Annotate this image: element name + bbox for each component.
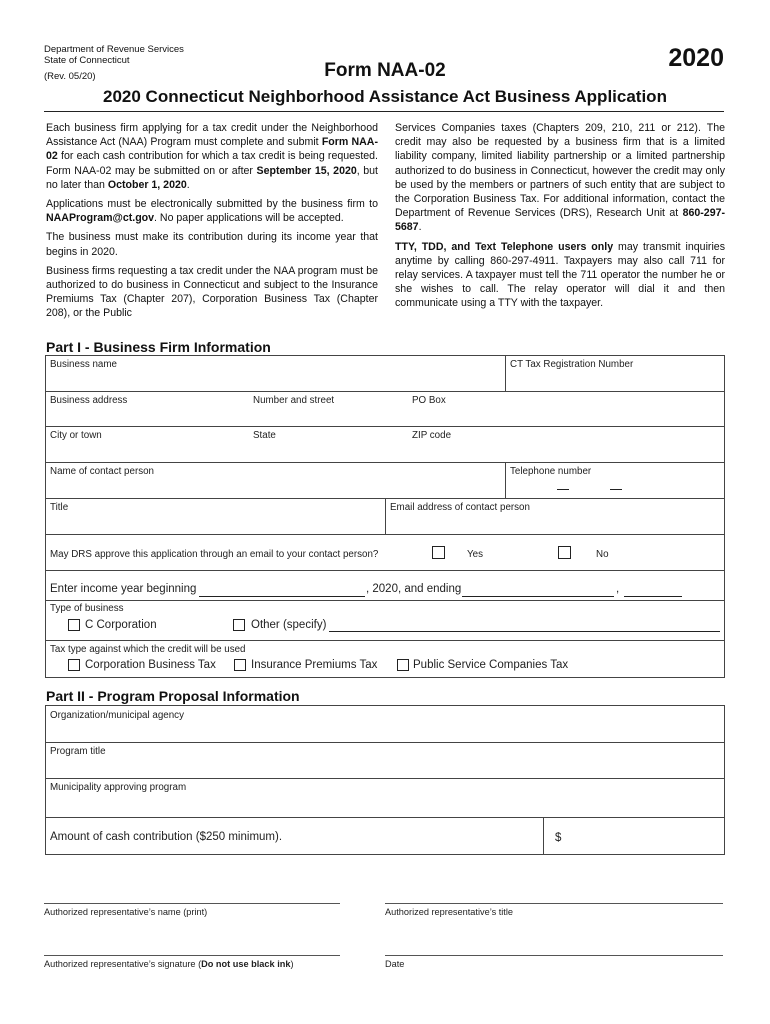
part1-heading: Part I - Business Firm Information xyxy=(46,339,271,355)
rep-title-label: Authorized representative’s title xyxy=(385,907,514,917)
date-line[interactable] xyxy=(385,955,723,956)
intro-paragraph-3: The business must make its contribution during its income year that begins in 2020. xyxy=(46,231,378,258)
approve-no-checkbox[interactable] xyxy=(558,546,571,559)
title-rule xyxy=(44,111,724,112)
other-specify-input[interactable] xyxy=(329,631,720,632)
contact-name-label: Name of contact person xyxy=(50,466,155,477)
program-title-field[interactable] xyxy=(45,742,725,779)
rep-name-line[interactable] xyxy=(44,903,340,904)
program-title-label: Program title xyxy=(50,746,106,757)
income-year-end-year-input[interactable] xyxy=(624,596,682,597)
income-year-mid-label: , 2020, and ending xyxy=(366,583,462,595)
page-title: 2020 Connecticut Neighborhood Assistance Act Business Application xyxy=(103,87,667,106)
city-state-zip-field[interactable] xyxy=(45,426,725,463)
dollar-sign: $ xyxy=(555,832,562,844)
revision-date: (Rev. 05/20) xyxy=(44,71,96,82)
date-label: Date xyxy=(385,959,405,969)
insurance-premiums-tax-label: Insurance Premiums Tax xyxy=(251,659,378,671)
intro-paragraph-6: TTY, TDD, and Text Telephone users only may transmit inquiries anytime by calling 860-297-4911. Taxpayers may also call 711 for relay services. A taxpayer must tell the 711 operator the number he or she wishes to call. The relay operator will dial it and then communicate using a TTY with the taxpayer. xyxy=(395,240,725,310)
ct-tax-reg-label: CT Tax Registration Number xyxy=(510,359,634,370)
approve-no-label: No xyxy=(596,549,609,560)
rep-signature-label: Authorized representative’s signature (Do not use black ink) xyxy=(44,959,294,969)
title-label: Title xyxy=(50,502,69,513)
tax-type-label: Tax type against which the credit will be used xyxy=(50,644,246,655)
rep-signature-line[interactable] xyxy=(44,955,340,956)
income-year-begin-input[interactable] xyxy=(199,596,365,597)
municipality-label: Municipality approving program xyxy=(50,782,187,793)
public-service-companies-tax-label: Public Service Companies Tax xyxy=(413,659,569,671)
phone-dash-1 xyxy=(557,489,569,490)
public-service-companies-tax-checkbox[interactable] xyxy=(397,659,409,671)
title-field[interactable] xyxy=(45,498,386,535)
approve-question: May DRS approve this application through an email to your contact person? xyxy=(50,549,379,560)
number-street-label: Number and street xyxy=(253,395,335,406)
organization-label: Organization/municipal agency xyxy=(50,710,184,721)
corporation-business-tax-label: Corporation Business Tax xyxy=(85,659,216,671)
c-corporation-label: C Corporation xyxy=(85,619,157,631)
state-label: State xyxy=(253,430,276,441)
amount-label: Amount of cash contribution ($250 minimum). xyxy=(50,831,283,843)
corporation-business-tax-checkbox[interactable] xyxy=(68,659,80,671)
insurance-premiums-tax-checkbox[interactable] xyxy=(234,659,246,671)
intro-paragraph-4: Business firms requesting a tax credit under the NAA program must be authorized to do business in Connecticut and subject to the Insurance Premiums Tax (Chapter 207), Corporation Business Tax (Chapter 208), or the Public xyxy=(46,264,378,320)
other-label: Other (specify) xyxy=(251,619,327,631)
approve-yes-label: Yes xyxy=(467,549,483,560)
intro-paragraph-1: Each business firm applying for a tax credit under the Neighborhood Assistance Act (NAA) Program must complete and submit Form NAA-02 for each cash contribution for which a tax credit is being requested. Form NAA-02 may be submitted on or after September 15, 2020, but no later than October 1, 2020. xyxy=(46,122,378,191)
zip-label: ZIP code xyxy=(412,430,452,441)
state-name: State of Connecticut xyxy=(44,55,130,66)
business-address-label: Business address xyxy=(50,395,128,406)
business-type-label: Type of business xyxy=(50,603,124,614)
income-year-end-input[interactable] xyxy=(462,596,614,597)
intro-column-right xyxy=(395,121,725,316)
rep-name-label: Authorized representative’s name (print) xyxy=(44,907,208,917)
email-label: Email address of contact person xyxy=(390,502,530,513)
income-year-label: Enter income year beginning xyxy=(50,583,197,595)
part2-heading: Part II - Program Proposal Information xyxy=(46,688,300,704)
phone-dash-2 xyxy=(610,489,622,490)
intro-paragraph-2: Applications must be electronically submitted by the business firm to NAAProgram@ct.gov. No paper applications will be accepted. xyxy=(46,198,378,225)
po-box-label: PO Box xyxy=(412,395,446,406)
intro-column-left xyxy=(46,121,378,326)
income-year-comma: , xyxy=(616,583,620,595)
rep-title-line[interactable] xyxy=(385,903,723,904)
intro-paragraph-5: Services Companies taxes (Chapters 209, 210, 211 or 212). The credit may also be requested by a business firm that is a limited liability company, limited liability partnership or a limited partnership authorized to do business in Connecticut, however the credit may only be used by the members or partners of such entity that are subject to the Corporation Business Tax. For additional information, contact the Department of Revenue Services (DRS), Research Unit at 860-297-5687. xyxy=(395,122,725,234)
amount-input[interactable] xyxy=(543,817,725,855)
c-corporation-checkbox[interactable] xyxy=(68,619,80,631)
telephone-label: Telephone number xyxy=(510,466,592,477)
city-label: City or town xyxy=(50,430,102,441)
business-address-field[interactable] xyxy=(45,391,725,427)
other-checkbox[interactable] xyxy=(233,619,245,631)
agency-name: Department of Revenue Services xyxy=(44,44,184,55)
approve-yes-checkbox[interactable] xyxy=(432,546,445,559)
form-year: 2020 xyxy=(668,44,724,72)
business-name-label: Business name xyxy=(50,359,117,370)
form-name: Form NAA-02 xyxy=(324,60,446,81)
